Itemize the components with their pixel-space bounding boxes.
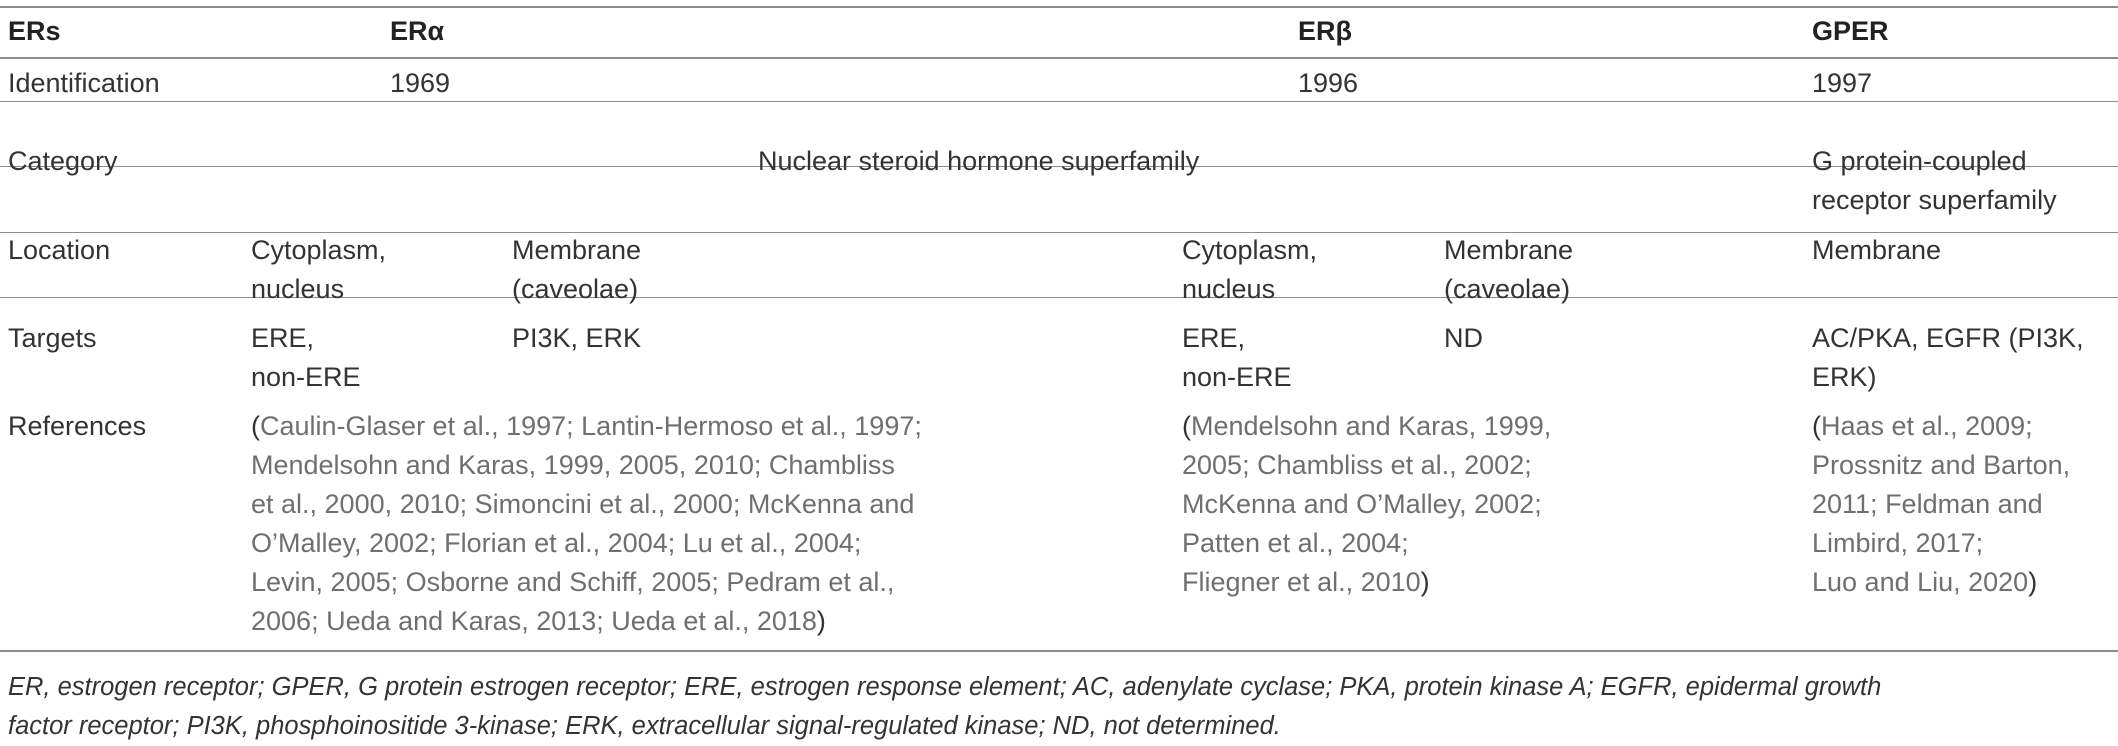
location-er-beta-cyto: Cytoplasm, xyxy=(1182,235,1318,265)
references-gper-line: 2011; Feldman and xyxy=(1812,489,2043,519)
location-er-beta-cyto: nucleus xyxy=(1182,274,1276,304)
targets-er-alpha-genomic: non-ERE xyxy=(251,362,361,392)
table-footnote xyxy=(8,668,2108,746)
header-er-alpha: ERα xyxy=(390,16,445,46)
header-gper: GPER xyxy=(1812,16,1889,46)
references-er-beta-line: (Mendelsohn and Karas, 1999, xyxy=(1182,411,1552,441)
references-er-alpha-line: et al., 2000, 2010; Simoncini et al., 2000; McKenna and xyxy=(251,489,915,519)
references-gper-line: Limbird, 2017; xyxy=(1812,528,1984,558)
category-gper-line: receptor superfamily xyxy=(1812,185,2057,215)
row-label-references: References xyxy=(8,411,147,441)
row-label-category: Category xyxy=(8,146,118,176)
location-er-alpha-membrane: (caveolae) xyxy=(512,274,639,304)
targets-er-alpha-membrane: PI3K, ERK xyxy=(512,323,642,353)
rule-table-end xyxy=(0,650,2118,652)
identification-er-beta: 1996 xyxy=(1298,68,1359,98)
targets-er-beta-genomic: ERE, xyxy=(1182,323,1246,353)
header-ers: ERs xyxy=(8,16,61,46)
references-er-beta-line: 2005; Chambliss et al., 2002; xyxy=(1182,450,1532,480)
location-er-alpha-cyto: nucleus xyxy=(251,274,345,304)
rule-row xyxy=(0,101,2118,102)
references-er-alpha-line: 2006; Ueda and Karas, 2013; Ueda et al., 2018) xyxy=(251,606,826,636)
references-gper-line: Luo and Liu, 2020) xyxy=(1812,567,2038,597)
row-label-location: Location xyxy=(8,235,111,265)
identification-er-alpha: 1969 xyxy=(390,68,451,98)
row-label-identification: Identification xyxy=(8,68,160,98)
rule-header xyxy=(0,57,2118,59)
category-nuclear: Nuclear steroid hormone superfamily xyxy=(758,146,1200,176)
location-er-alpha-membrane: Membrane xyxy=(512,235,642,265)
references-er-beta-line: Patten et al., 2004; xyxy=(1182,528,1409,558)
references-er-alpha-line: (Caulin-Glaser et al., 1997; Lantin-Hermoso et al., 1997; xyxy=(251,411,922,441)
references-gper-line: Prossnitz and Barton, xyxy=(1812,450,2071,480)
references-er-alpha-line: Levin, 2005; Osborne and Schiff, 2005; Pedram et al., xyxy=(251,567,895,597)
references-er-beta-line: Fliegner et al., 2010) xyxy=(1182,567,1430,597)
row-label-targets: Targets xyxy=(8,323,97,353)
references-gper-line: (Haas et al., 2009; xyxy=(1812,411,2033,441)
location-er-beta-membrane: (caveolae) xyxy=(1444,274,1571,304)
targets-er-beta-membrane: ND xyxy=(1444,323,1483,353)
targets-er-beta-genomic: non-ERE xyxy=(1182,362,1292,392)
rule-top xyxy=(0,6,2118,8)
references-er-alpha-line: Mendelsohn and Karas, 1999, 2005, 2010; Chambliss xyxy=(251,450,895,480)
footnote-line: ER, estrogen receptor; GPER, G protein estrogen receptor; ERE, estrogen response element; AC, adenylate cyclase; PKA, protein kinase A; EGFR, epidermal growth xyxy=(8,673,1882,701)
references-er-alpha-line: O’Malley, 2002; Florian et al., 2004; Lu et al., 2004; xyxy=(251,528,862,558)
header-er-beta: ERβ xyxy=(1298,16,1352,46)
targets-gper: ERK) xyxy=(1812,362,1877,392)
category-gper-line: G protein-coupled xyxy=(1812,146,2027,176)
references-er-beta-line: McKenna and O’Malley, 2002; xyxy=(1182,489,1542,519)
targets-gper: AC/PKA, EGFR (PI3K, xyxy=(1812,323,2084,353)
identification-gper: 1997 xyxy=(1812,68,1873,98)
location-er-alpha-cyto: Cytoplasm, xyxy=(251,235,387,265)
location-er-beta-membrane: Membrane xyxy=(1444,235,1574,265)
targets-er-alpha-genomic: ERE, xyxy=(251,323,315,353)
location-gper: Membrane xyxy=(1812,235,1942,265)
footnote-line: factor receptor; PI3K, phosphoinositide 3-kinase; ERK, extracellular signal-regulated kinase; ND, not determined. xyxy=(8,712,1281,740)
